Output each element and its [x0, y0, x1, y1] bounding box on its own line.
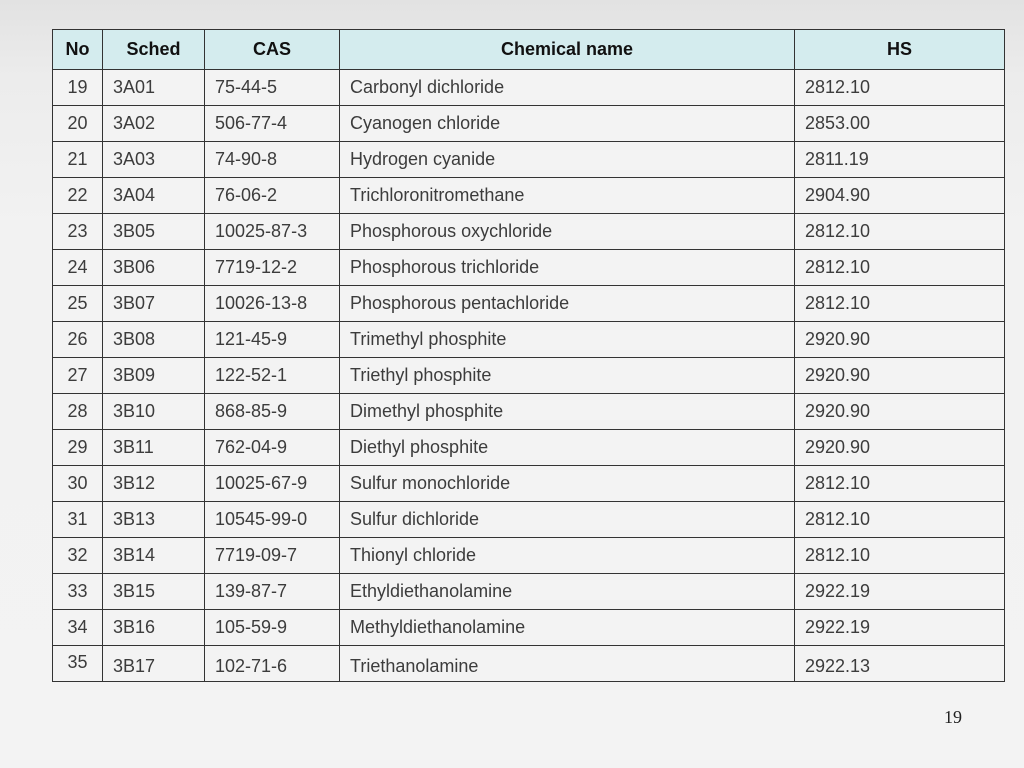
cell-hs: 2812.10	[795, 250, 1005, 286]
table-row	[53, 574, 1005, 610]
cell-no: 22	[53, 178, 103, 214]
cell-no: 25	[53, 286, 103, 322]
cell-no: 30	[53, 466, 103, 502]
cell-hs: 2920.90	[795, 394, 1005, 430]
cell-sched: 3B07	[103, 286, 205, 322]
table-row	[53, 610, 1005, 646]
table-row	[53, 70, 1005, 106]
table-row	[53, 322, 1005, 358]
cell-no: 23	[53, 214, 103, 250]
cell-cas: 506-77-4	[205, 106, 340, 142]
cell-no: 20	[53, 106, 103, 142]
header-no: No	[53, 30, 103, 70]
cell-sched: 3B06	[103, 250, 205, 286]
table-row	[53, 466, 1005, 502]
cell-chemical-name: Phosphorous pentachloride	[340, 286, 795, 322]
cell-sched: 3A04	[103, 178, 205, 214]
cell-sched: 3A02	[103, 106, 205, 142]
header-cas: CAS	[205, 30, 340, 70]
cell-cas: 10025-67-9	[205, 466, 340, 502]
cell-chemical-name: Sulfur dichloride	[340, 502, 795, 538]
cell-hs: 2812.10	[795, 286, 1005, 322]
cell-cas: 75-44-5	[205, 70, 340, 106]
cell-cas: 868-85-9	[205, 394, 340, 430]
cell-no: 27	[53, 358, 103, 394]
cell-sched: 3B09	[103, 358, 205, 394]
cell-chemical-name: Dimethyl phosphite	[340, 394, 795, 430]
cell-chemical-name: Phosphorous oxychloride	[340, 214, 795, 250]
cell-hs: 2920.90	[795, 358, 1005, 394]
cell-no: 32	[53, 538, 103, 574]
cell-cas: 10545-99-0	[205, 502, 340, 538]
table-row	[53, 646, 1005, 682]
cell-hs: 2812.10	[795, 214, 1005, 250]
table-row	[53, 358, 1005, 394]
cell-chemical-name: Phosphorous trichloride	[340, 250, 795, 286]
table-row	[53, 502, 1005, 538]
page-number: 19	[944, 707, 962, 727]
cell-hs: 2812.10	[795, 538, 1005, 574]
cell-hs: 2922.19	[795, 610, 1005, 646]
cell-sched: 3B05	[103, 214, 205, 250]
cell-no: 33	[53, 574, 103, 610]
cell-cas: 762-04-9	[205, 430, 340, 466]
cell-hs: 2920.90	[795, 430, 1005, 466]
table-row	[53, 178, 1005, 214]
cell-chemical-name: Trichloronitromethane	[340, 178, 795, 214]
cell-no: 34	[53, 610, 103, 646]
table-header-row	[53, 30, 1005, 70]
header-sched: Sched	[103, 30, 205, 70]
cell-no: 21	[53, 142, 103, 178]
cell-sched: 3B16	[103, 610, 205, 646]
cell-no: 28	[53, 394, 103, 430]
cell-chemical-name: Ethyldiethanolamine	[340, 574, 795, 610]
cell-sched: 3B12	[103, 466, 205, 502]
cell-chemical-name: Carbonyl dichloride	[340, 70, 795, 106]
cell-cas: 7719-12-2	[205, 250, 340, 286]
cell-cas: 10025-87-3	[205, 214, 340, 250]
cell-sched: 3B17	[103, 646, 205, 682]
header-chemical-name: Chemical name	[340, 30, 795, 70]
table-row	[53, 142, 1005, 178]
cell-cas: 139-87-7	[205, 574, 340, 610]
cell-no: 31	[53, 502, 103, 538]
table-row	[53, 250, 1005, 286]
chemical-schedule-table	[52, 29, 1005, 682]
cell-chemical-name: Trimethyl phosphite	[340, 322, 795, 358]
table-row	[53, 430, 1005, 466]
cell-cas: 10026-13-8	[205, 286, 340, 322]
cell-chemical-name: Diethyl phosphite	[340, 430, 795, 466]
cell-chemical-name: Methyldiethanolamine	[340, 610, 795, 646]
cell-no: 24	[53, 250, 103, 286]
cell-sched: 3A03	[103, 142, 205, 178]
table-row	[53, 286, 1005, 322]
table-row	[53, 538, 1005, 574]
cell-chemical-name: Triethyl phosphite	[340, 358, 795, 394]
cell-sched: 3B13	[103, 502, 205, 538]
cell-sched: 3B15	[103, 574, 205, 610]
cell-sched: 3B08	[103, 322, 205, 358]
cell-chemical-name: Hydrogen cyanide	[340, 142, 795, 178]
cell-no: 19	[53, 70, 103, 106]
cell-hs: 2812.10	[795, 466, 1005, 502]
header-hs: HS	[795, 30, 1005, 70]
cell-hs: 2920.90	[795, 322, 1005, 358]
cell-hs: 2922.19	[795, 574, 1005, 610]
cell-sched: 3B14	[103, 538, 205, 574]
cell-chemical-name: Sulfur monochloride	[340, 466, 795, 502]
cell-chemical-name: Cyanogen chloride	[340, 106, 795, 142]
cell-cas: 102-71-6	[205, 646, 340, 682]
cell-no: 26	[53, 322, 103, 358]
cell-hs: 2904.90	[795, 178, 1005, 214]
cell-cas: 121-45-9	[205, 322, 340, 358]
cell-sched: 3B11	[103, 430, 205, 466]
cell-no: 29	[53, 430, 103, 466]
cell-chemical-name: Thionyl chloride	[340, 538, 795, 574]
table-row	[53, 394, 1005, 430]
cell-cas: 7719-09-7	[205, 538, 340, 574]
cell-sched: 3B10	[103, 394, 205, 430]
cell-sched: 3A01	[103, 70, 205, 106]
cell-hs: 2922.13	[795, 646, 1005, 682]
cell-hs: 2853.00	[795, 106, 1005, 142]
cell-hs: 2811.19	[795, 142, 1005, 178]
cell-hs: 2812.10	[795, 70, 1005, 106]
cell-cas: 76-06-2	[205, 178, 340, 214]
cell-cas: 74-90-8	[205, 142, 340, 178]
cell-hs: 2812.10	[795, 502, 1005, 538]
table-row	[53, 214, 1005, 250]
cell-cas: 105-59-9	[205, 610, 340, 646]
cell-cas: 122-52-1	[205, 358, 340, 394]
table-row	[53, 106, 1005, 142]
cell-no: 35	[53, 646, 103, 682]
cell-chemical-name: Triethanolamine	[340, 646, 795, 682]
